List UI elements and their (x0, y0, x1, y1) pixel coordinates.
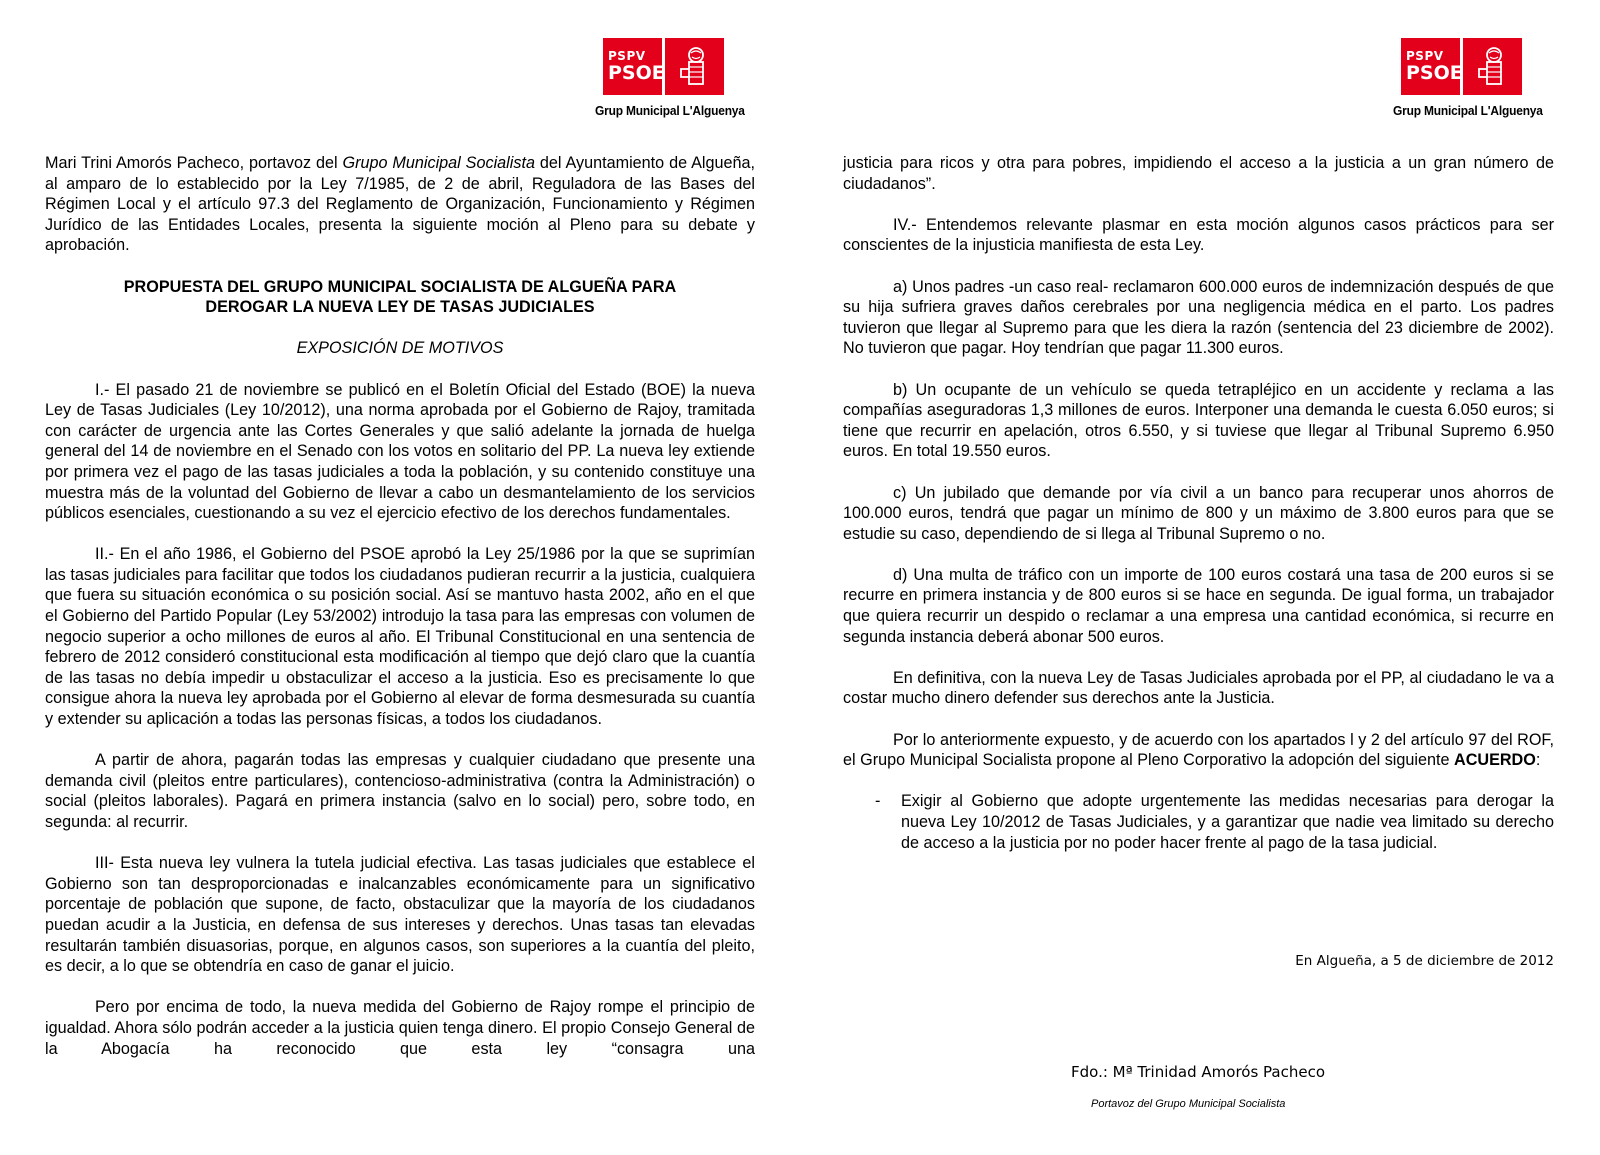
case-c: c) Un jubilado que demande por vía civil a un banco para recuperar unos ahorros de 100.000 euros, tendrá que pagar un mínimo de 800 y un máximo de 3.800 euros para que se estudie su caso, dependiendo de si llega al Tribunal Supremo o no. (843, 483, 1554, 543)
case-b: b) Un ocupante de un vehículo se queda tetrapléjico en un accidente y reclama a las compañías aseguradoras 1,3 millones de euros. Interponer una demanda le cuesta 6.050 euros; si tiene que recurrir en apelación, otros 6.550, y si tuviese que llegar al Tribunal Supremo 6.950 euros. En total 19.550 euros. (843, 380, 1554, 461)
logo-big-text: PSOE (1406, 62, 1463, 84)
case-a: a) Unos padres -un caso real- reclamaron 600.000 euros de indemnización después de que su hija sufriera graves daños cerebrales por una negligencia médica en el parto. Los padres tuvieron que llegar al Supremo para que les diera la razón (sentencia del 23 diciembre de 2002). No tuvieron que pagar. Hoy tendrían que pagar 11.300 euros. (843, 277, 1554, 358)
agreement-item (875, 791, 1554, 853)
logo-caption: Grup Municipal L'Alguenya (1393, 103, 1543, 118)
intro-paragraph: Mari Trini Amorós Pacheco, portavoz del Grupo Municipal Socialista del Ayuntamiento de Algueña, al amparo de lo establecido por la Ley 7/1985, de 2 de abril, Reguladora de las Bases del Régimen Local y el artículo 97.3 del Reglamento de Organización, Funcionamiento y Régimen Jurídico de las Entidades Locales, presenta la siguiente moción al Pleno para su debate y aprobación. (45, 154, 755, 255)
logo-small-text: PSPV (1406, 49, 1444, 63)
motion-title: PROPUESTA DEL GRUPO MUNICIPAL SOCIALISTA DE ALGUEÑA PARA DEROGAR LA NUEVA LEY DE TASAS JUDICIALES (123, 277, 677, 317)
logo-text-box (603, 38, 665, 95)
logo-caption: Grup Municipal L'Alguenya (595, 103, 745, 118)
rose-fist-icon (1463, 38, 1522, 95)
signature: Fdo.: Mª Trinidad Amorós Pacheco (1071, 1063, 1326, 1081)
paragraph-pero: Pero por encima de todo, la nueva medida del Gobierno de Rajoy rompe el principio de igualdad. Ahora sólo podrán acceder a la justicia quien tenga dinero. El propio Consejo General de la Abogacía ha reconocido que esta ley “consagra una (45, 998, 755, 1058)
section-heading: EXPOSICIÓN DE MOTIVOS (296, 339, 504, 358)
signature-role: Portavoz del Grupo Municipal Socialista (1091, 1098, 1286, 1110)
logo-text-box (1401, 38, 1463, 95)
acuerdo-label: ACUERDO (1454, 751, 1536, 770)
page-right (843, 0, 1554, 1155)
page-left (45, 0, 755, 1155)
continuation-paragraph: justicia para ricos y otra para pobres, impidiendo el acceso a la justicia a un gran número de ciudadanos”. (843, 154, 1554, 193)
logo-small-text: PSPV (608, 49, 646, 63)
psoe-logo (595, 38, 755, 118)
paragraph-definitiva: En definitiva, con la nueva Ley de Tasas Judiciales aprobada por el PP, al ciudadano le va a costar mucho dinero defender sus derechos ante la Justicia. (843, 668, 1554, 708)
left-body (45, 153, 755, 1080)
rose-fist-icon (665, 38, 724, 95)
paragraph-i: I.- El pasado 21 de noviembre se publicó en el Boletín Oficial del Estado (BOE) la nueva Ley de Tasas Judiciales (Ley 10/2012), una norma aprobada por el Gobierno de Rajoy, tramitada con carácter de urgencia ante las Cortes Generales y que salió adelante la jornada de huelga general del 14 de noviembre en el Senado con los votos en solitario del PP. La nueva ley extiende por primera vez el pago de las tasas judiciales a toda la población, y su contenido constituye una muestra más de la voluntad del Gobierno de llevar a cabo un desmantelamiento de los servicios públicos esenciales, cuestionando a su vez el ejercicio efectivo de los derechos fundamentales. (45, 380, 755, 523)
psoe-logo (1393, 38, 1553, 118)
place-date: En Algueña, a 5 de diciembre de 2012 (1295, 953, 1554, 969)
agreement-text: Exigir al Gobierno que adopte urgentemente las medidas necesarias para derogar la nueva Ley 10/2012 de Tasas Judiciales, y a garantizar que nadie vea limitado su derecho de acceso a la justicia por no poder hacer frente al pago de la tasa judicial. (901, 792, 1554, 852)
dash-bullet: - (875, 792, 881, 811)
case-d: d) Una multa de tráfico con un importe de 100 euros costará una tasa de 200 euros si se recurre en primera instancia y de 800 euros si se hace en segunda. De igual forma, un trabajador que quiera recurrir un despido o reclamar a una empresa una cantidad económica, si recurre en segunda instancia deberá abonar 500 euros. (843, 565, 1554, 646)
paragraph-iii: III- Esta nueva ley vulnera la tutela judicial efectiva. Las tasas judiciales que establece el Gobierno son tan desproporcionadas e inalcanzables económicamente para un significativo porcentaje de población que supone, de facto, obstaculizar que la mayoría de los ciudadanos puedan acudir a la Justicia, en defensa de sus intereses y derechos. Unas tasas tan elevadas resultarán también disuasorias, porque, en algunos casos, son superiores a la cuantía del pleito, es decir, a lo que se obtendría en caso de ganar el juicio. (45, 854, 755, 976)
paragraph-a-partir: A partir de ahora, pagarán todas las empresas y cualquier ciudadano que presente una demanda civil (pleitos entre particulares), contencioso-administrativa (contra la Administración) o social (pleitos laborales). Pagará en primera instancia (salvo en lo social) pero, sobre todo, en segunda: al recurrir. (45, 751, 755, 831)
right-body (843, 153, 1554, 874)
closing-paragraph: Por lo anteriormente expuesto, y de acuerdo con los apartados l y 2 del artículo 97 del ROF, el Grupo Municipal Socialista propone al Pleno Corporativo la adopción del siguiente ACUERDO: (843, 730, 1554, 770)
logo-big-text: PSOE (608, 62, 665, 84)
paragraph-iv: IV.- Entendemos relevante plasmar en esta moción algunos casos prácticos para ser conscientes de la injusticia manifiesta de esta Ley. (843, 215, 1554, 255)
paragraph-ii: II.- En el año 1986, el Gobierno del PSOE aprobó la Ley 25/1986 por la que se suprimían las tasas judiciales para facilitar que todos los ciudadanos pudieran recurrir a la justicia, cualquiera que fuera su situación económica o su posición social. Así se mantuvo hasta 2002, año en el que el Gobierno del Partido Popular (Ley 53/2002) introdujo la tasa para las empresas con volumen de negocio superior a ocho millones de euros al año. El Tribunal Constitucional en una sentencia de febrero de 2012 consideró constitucional esta modificación al tiempo que dejó claro que la cuantía de las tasas no debía impedir u obstaculizar el acceso a la justicia. Eso es precisamente lo que consigue ahora la nueva ley aprobada por el Gobierno al elevar de forma desmesurada su cuantía y extender su aplicación a todas las personas físicas, a todos los ciudadanos. (45, 545, 755, 729)
